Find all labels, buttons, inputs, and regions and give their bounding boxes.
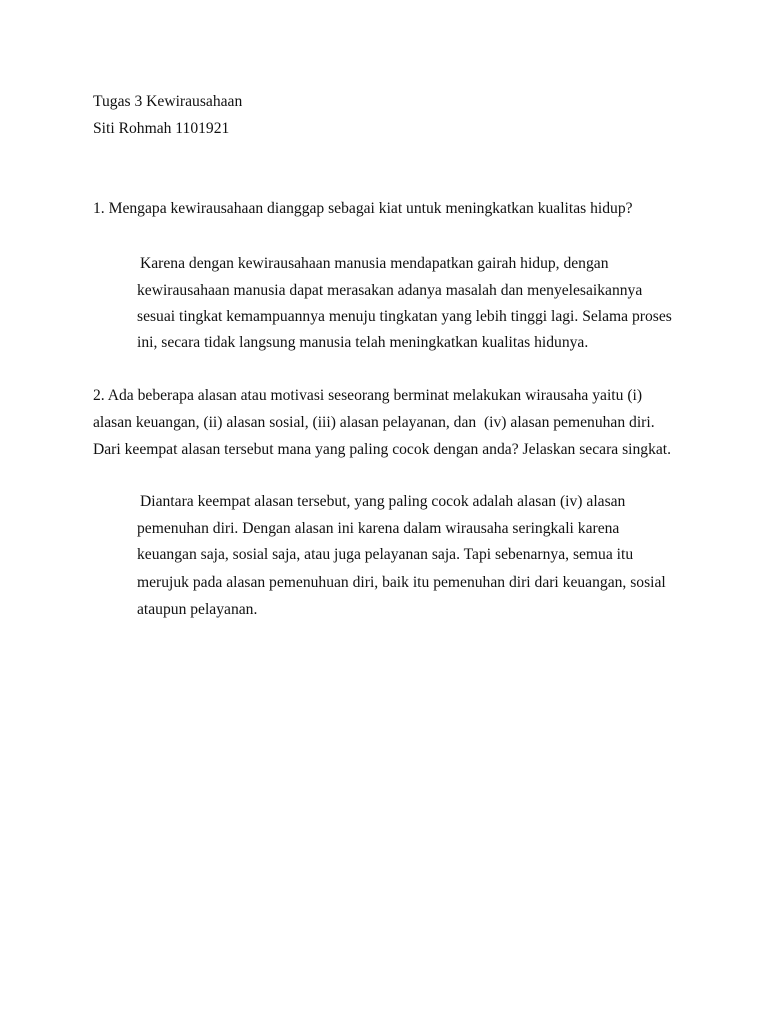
question-2-line: 2. Ada beberapa alasan atau motivasi seseorang berminat melakukan wirausaha yaitu (i) (93, 387, 643, 404)
document-title: Tugas 3 Kewirausahaan (93, 93, 243, 110)
answer-1-line: kewirausahaan manusia dapat merasakan adanya masalah dan menyelesaikannya (137, 282, 643, 299)
answer-1-line: sesuai tingkat kemampuannya menuju tingkatan yang lebih tinggi lagi. Selama proses (137, 308, 672, 325)
question-2-line: alasan keuangan, (ii) alasan sosial, (iii) alasan pelayanan, dan (iv) alasan pemenuhan diri. (93, 414, 655, 431)
answer-2-line: Diantara keempat alasan tersebut, yang paling cocok adalah alasan (iv) alasan (140, 493, 626, 510)
answer-2-line: keuangan saja, sosial saja, atau juga pelayanan saja. Tapi sebenarnya, semua itu (137, 546, 634, 563)
answer-2-line: pemenuhan diri. Dengan alasan ini karena dalam wirausaha seringkali karena (137, 520, 620, 537)
question-1: 1. Mengapa kewirausahaan dianggap sebagai kiat untuk meningkatkan kualitas hidup? (93, 200, 633, 217)
answer-2-line: merujuk pada alasan pemenuhuan diri, baik itu pemenuhan diri dari keuangan, sosial (137, 574, 666, 591)
answer-1-line: ini, secara tidak langsung manusia telah meningkatkan kualitas hidunya. (137, 334, 589, 351)
answer-1-line: Karena dengan kewirausahaan manusia mendapatkan gairah hidup, dengan (140, 255, 609, 272)
question-2-line: Dari keempat alasan tersebut mana yang paling cocok dengan anda? Jelaskan secara singkat. (93, 441, 672, 458)
answer-2-line: ataupun pelayanan. (137, 601, 258, 618)
author-line: Siti Rohmah 1101921 (93, 120, 230, 137)
